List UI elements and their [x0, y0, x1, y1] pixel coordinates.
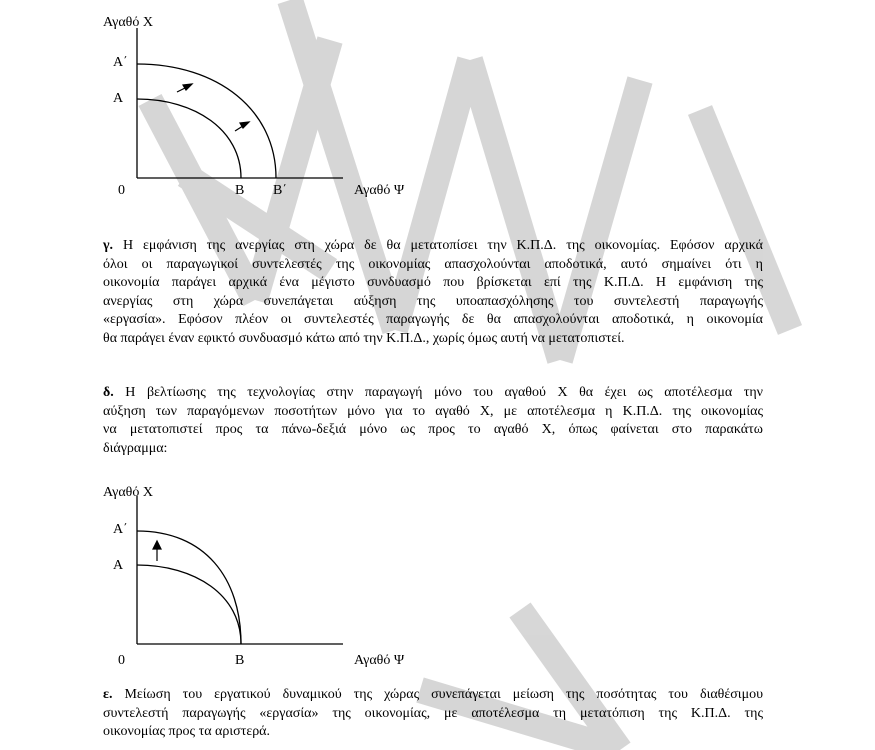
- y-axis-label: Αγαθό Χ: [103, 15, 153, 30]
- shift-arrow-up: [153, 541, 161, 561]
- paragraph-c-line-1: γ. Η εμφάνιση της ανεργίας στη χώρα δε θα μετατοπίσει την Κ.Π.Δ. της οικονομίας. Εφόσον αρχικά: [103, 238, 763, 253]
- paragraph-e: [103, 686, 763, 742]
- x-axis-label: Αγαθό Ψ: [354, 183, 405, 198]
- ppf-diagram-outward-shift: [95, 10, 435, 210]
- ppf-curve-original: [137, 99, 241, 178]
- paragraph-e-line-3: οικονομίας προς τα αριστερά.: [103, 724, 271, 739]
- shift-arrow-lower: [235, 122, 249, 131]
- paragraph-c: [103, 237, 763, 348]
- paragraph-e-label: ε.: [103, 687, 113, 702]
- x-axis-label: Αγαθό Ψ: [354, 653, 405, 668]
- paragraph-c-line-2: όλοι οι παραγωγικοί συντελεστές της οικονομίας απασχολούνται αποδοτικά, αυτό σημαίνει ότι η: [103, 256, 763, 272]
- paragraph-c-line-4: ανεργίας στη χώρα συνεπάγεται αύξηση της υποαπασχόλησης του συντελεστή παραγωγής: [103, 293, 763, 309]
- ppf-diagram-1-svg: [95, 10, 435, 210]
- paragraph-d-label: δ.: [103, 385, 114, 400]
- ppf-curve-shifted: [137, 531, 241, 644]
- paragraph-d-line-3: να μετατοπιστεί προς τα πάνω-δεξιά μόνο ως προς το αγαθό Χ, όπως φαίνεται στο παρακάτω: [103, 422, 763, 437]
- point-a-prime-label: Α΄: [113, 522, 128, 537]
- paragraph-d: [103, 384, 763, 458]
- paragraph-d-line-1: δ. Η βελτίωσης της τεχνολογίας στην παραγωγή μόνο του αγαθού Χ θα έχει ως αποτέλεσμα την: [103, 385, 763, 400]
- origin-label: 0: [118, 653, 125, 668]
- paragraph-c-line-5: «εργασία». Εφόσον πλέον οι συντελεστές παραγωγής δε θα απασχολούνται αποδοτικά, η οικονομία: [103, 312, 763, 327]
- point-b-label: Β: [235, 183, 245, 198]
- point-a-prime-label: Α΄: [113, 55, 128, 70]
- paragraph-c-line-3: οικονομία παράγει αρχικά ένα μέγιστο συνδυασμό που βρίσκεται επί της Κ.Π.Δ. Η εμφάνιση της: [103, 275, 763, 290]
- paragraph-c-line-6: θα παράγει έναν εφικτό συνδυασμό κάτω από την Κ.Π.Δ., χωρίς όμως αυτή να μετατοπιστεί.: [103, 330, 625, 346]
- paragraph-d-line-2: αύξηση των παραγόμενων ποσοτήτων μόνο για το αγαθό Χ, με αποτέλεσμα η Κ.Π.Δ. της οικονομίας: [103, 403, 763, 419]
- paragraph-e-line-1: ε. Μείωση του εργατικού δυναμικού της χώρας συνεπάγεται μείωση της ποσότητας του διαθέσιμου: [103, 687, 763, 702]
- point-b-prime-label: Β΄: [273, 183, 287, 198]
- point-b-label: Β: [235, 653, 245, 668]
- shift-arrow-upper: [177, 84, 192, 92]
- ppf-curve-shifted: [137, 64, 276, 178]
- ppf-diagram-x-only-shift: [95, 478, 435, 673]
- point-a-label: Α: [113, 558, 124, 573]
- ppf-diagram-2-svg: [95, 478, 435, 673]
- point-a-label: Α: [113, 91, 124, 106]
- paragraph-d-line-4: διάγραμμα:: [103, 440, 168, 456]
- y-axis-label: Αγαθό Χ: [103, 485, 153, 500]
- paragraph-c-label: γ.: [103, 238, 114, 253]
- origin-label: 0: [118, 183, 125, 198]
- paragraph-e-line-2: συντελεστή παραγωγής «εργασία» της οικονομίας, με αποτέλεσμα τη μετατόπιση της Κ.Π.Δ. της: [103, 705, 763, 721]
